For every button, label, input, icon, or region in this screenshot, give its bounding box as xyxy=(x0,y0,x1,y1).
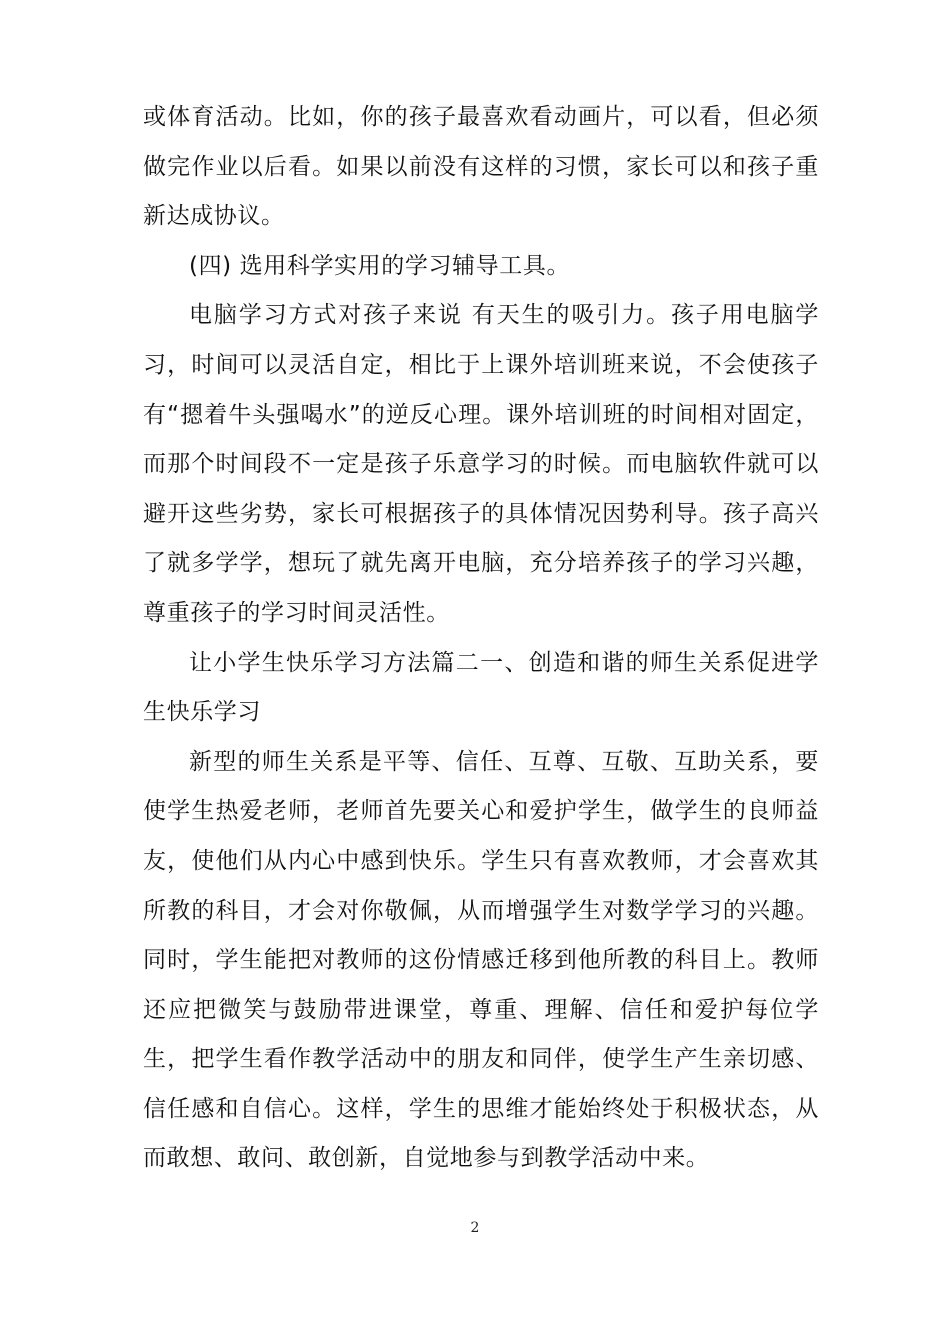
paragraph-continued: 或体育活动。比如，你的孩子最喜欢看动画片，可以看，但必须做完作业以后看。如果以前没有这样的习惯，家长可以和孩子重新达成协议。 xyxy=(143,104,819,230)
paragraph-heading-four: (四) 选用科学实用的学习辅导工具。 xyxy=(189,252,571,279)
paragraph-computer-learning: 电脑学习方式对孩子来说 有天生的吸引力。孩子用电脑学习，时间可以灵活自定，相比于上课外培训班来说，不会使孩子有“摁着牛头强喝水”的逆反心理。课外培训班的时间相对固定，而那个时间段不一定是孩子乐意学习的时候。而电脑软件就可以避开这些劣势，家长可根据孩子的具体情况因势利导。孩子高兴了就多学学，想玩了就先离开电脑，充分培养孩子的学习兴趣，尊重孩子的学习时间灵活性。 xyxy=(143,302,819,626)
paragraph-teacher-student: 新型的师生关系是平等、信任、互尊、互敬、互助关系，要使学生热爱老师，老师首先要关心和爱护学生，做学生的良师益友，使他们从内心中感到快乐。学生只有喜欢教师，才会喜欢其所教的科目，才会对你敬佩，从而增强学生对数学学习的兴趣。同时，学生能把对教师的这份情感迁移到他所教的科目上。教师还应把微笑与鼓励带进课堂，尊重、理解、信任和爱护每位学生，把学生看作教学活动中的朋友和同伴，使学生产生亲切感、信任感和自信心。这样，学生的思维才能始终处于积极状态，从而敢想、敢问、敢创新，自觉地参与到教学活动中来。 xyxy=(143,748,819,1172)
page-number: 2 xyxy=(470,1220,480,1236)
paragraph-section-two-title: 让小学生快乐学习方法篇二一、创造和谐的师生关系促进学生快乐学习 xyxy=(143,649,819,726)
document-body xyxy=(143,93,819,1184)
